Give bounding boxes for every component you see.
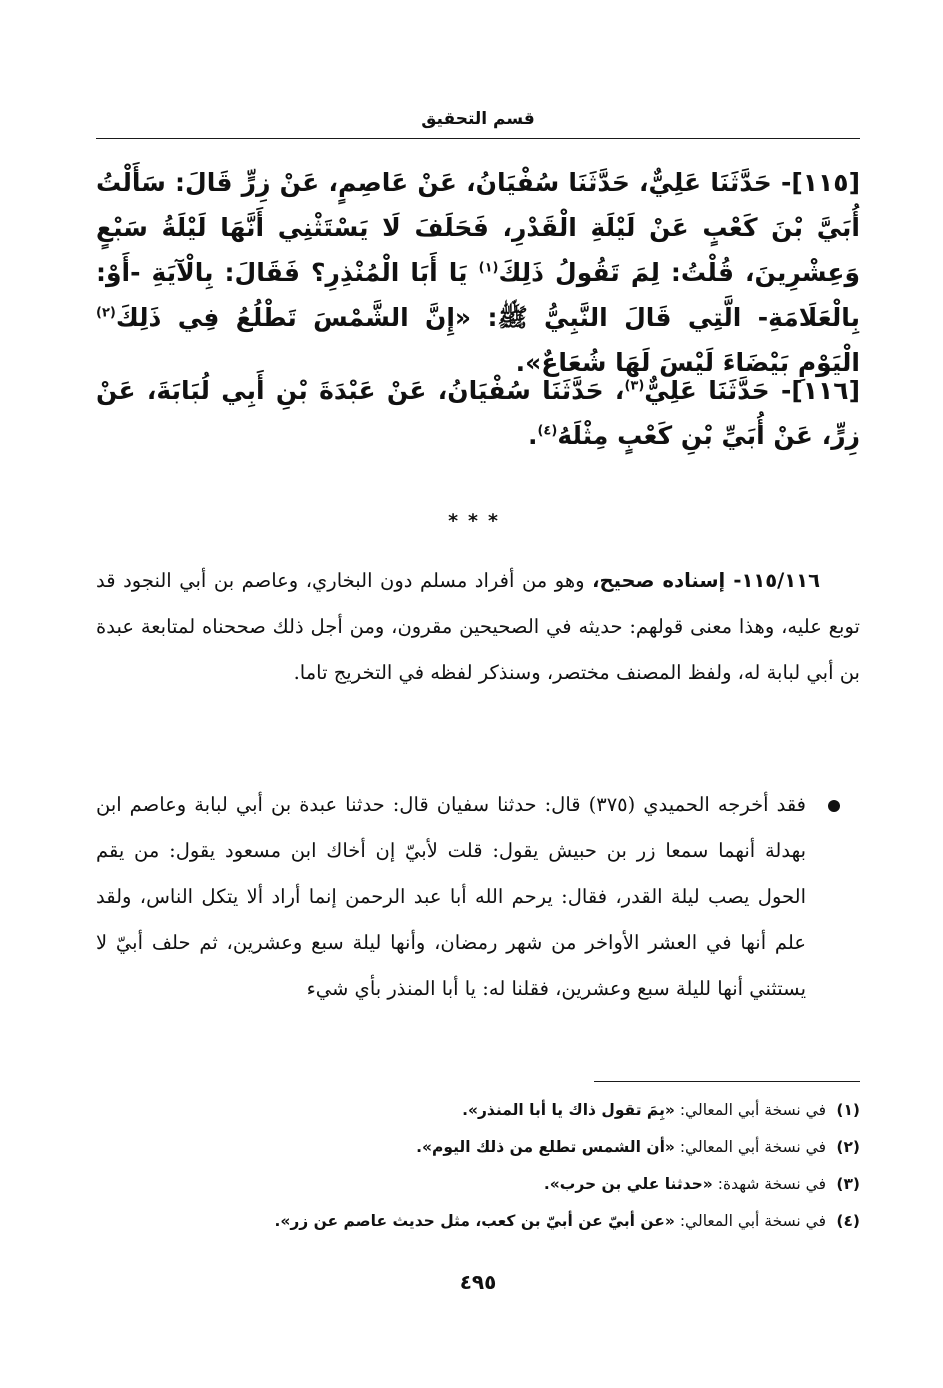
footnote-4	[96, 1203, 860, 1240]
bullet-paragraph: فقد أخرجه الحميدي (٣٧٥) قال: حدثنا سفيان قال: حدثنا عبدة بن أبي لبابة وعاصم ابن بهدلة أنهما سمعا زر بن حبيش يقول: قلت لأبيّ إن أخاك ابن مسعود يقول: من يقم الحول يصب ليلة القدر، فقال: يرحم الله أبا عبد الرحمن إنما أراد ألا يتكل الناس، ولقد علم أنها في العشر الأواخر من شهر رمضان، وأنها ليلة سبع وعشرين، ثم حلف أبيّ لا يستثني أنها لليلة سبع وعشرين، فقلنا له: يا أبا المنذر بأي شيء	[96, 793, 807, 1000]
footnote-3	[96, 1166, 860, 1203]
hadith-116	[96, 368, 860, 458]
commentary-lead: ١١٥/١١٦- إسناده صحيح،	[592, 569, 820, 592]
footnotes	[96, 1092, 860, 1240]
footnote-quote: «حدثنا علي بن حرب».	[543, 1175, 713, 1193]
commentary-text: وهو من أفراد مسلم دون البخاري، وعاصم بن أبي النجود قد توبع عليه، وهذا معنى قولهم: حديثه في الصحيحين مقرون، ومن أجل ذلك صححناه لمتابعة عبدة بن أبي لبابة له، ولفظ المصنف مختصر، وسنذكر لفظه في التخريج تاما.	[96, 569, 860, 684]
book-page	[96, 0, 860, 1388]
footnote-quote: «عن أبيّ عن أبيّ بن كعب، مثل حديث عاصم عن زر».	[274, 1212, 675, 1230]
footnote-prefix: في نسخة أبي المعالي:	[674, 1101, 826, 1119]
footnote-ref-2[interactable]: (٢)	[96, 305, 116, 321]
footnote-ref-4[interactable]: (٤)	[537, 423, 558, 439]
footnote-prefix: في نسخة أبي المعالي:	[674, 1138, 826, 1156]
hadith-115	[96, 160, 860, 385]
footnote-mark: (٢)	[836, 1138, 860, 1156]
section-separator: ***	[448, 510, 508, 532]
commentary-paragraph	[96, 558, 860, 696]
footnote-quote: «بِمَ تقول ذاك يا أبا المنذر».	[462, 1101, 675, 1119]
page-number: ٤٩٥	[459, 1270, 497, 1294]
footnote-prefix: في نسخة أبي المعالي:	[674, 1212, 826, 1230]
hadith-text: يَا أَبَا الْمُنْذِرِ؟ فَقَالَ: بِالْآيَةِ -أَوْ: بِالْعَلَامَةِ- الَّتِي قَالَ النَّبِيُّ ﷺ: «إِنَّ الشَّمْسَ تَطْلُعُ فِي ذَلِكَ	[96, 258, 860, 332]
footnote-prefix: في نسخة شهدة:	[712, 1175, 826, 1193]
hadith-text: حَدَّثَنَا عَلِيٌّ، حَدَّثَنَا سُفْيَانُ، عَنْ عَاصِمٍ، عَنْ زِرٍّ قَالَ: سَأَلْتُ أُبَيَّ بْنَ كَعْبٍ عَنْ لَيْلَةِ الْقَدْرِ، فَحَلَفَ لَا يَسْتَثْنِي أَنَّهَا لَيْلَةُ سَبْعٍ وَعِشْرِينَ، قُلْتُ: لِمَ تَقُولُ ذَلِكَ	[96, 168, 860, 287]
footnote-quote: «أن الشمس تطلع من ذلك اليوم».	[416, 1138, 675, 1156]
bullet-icon	[828, 800, 840, 812]
running-head: قسم التحقيق	[96, 104, 860, 139]
footnote-2	[96, 1129, 860, 1166]
footnote-ref-3[interactable]: (٣)	[624, 378, 645, 394]
footnote-divider	[594, 1081, 860, 1082]
hadith-number: [١١٥]-	[780, 168, 860, 197]
footnote-mark: (١)	[836, 1101, 860, 1119]
hadith-text: الْيَوْمِ بَيْضَاءَ لَيْسَ لَهَا شُعَاعٌ».	[515, 348, 860, 377]
footnote-mark: (٣)	[836, 1175, 860, 1193]
hadith-text: .	[527, 421, 538, 450]
hadith-number: [١١٦]-	[780, 376, 860, 405]
footnote-ref-1[interactable]: (١)	[478, 260, 499, 276]
footnote-1	[96, 1092, 860, 1129]
hadith-text: ، حَدَّثَنَا سُفْيَانُ، عَنْ عَبْدَةَ بْنِ أَبِي لُبَابَةَ، عَنْ زِرٍّ، عَنْ أُبَيِّ بْنِ كَعْبٍ مِثْلَهُ	[96, 376, 860, 450]
hadith-text: حَدَّثَنَا عَلِيٌّ	[644, 376, 781, 405]
footnote-mark: (٤)	[836, 1212, 860, 1230]
